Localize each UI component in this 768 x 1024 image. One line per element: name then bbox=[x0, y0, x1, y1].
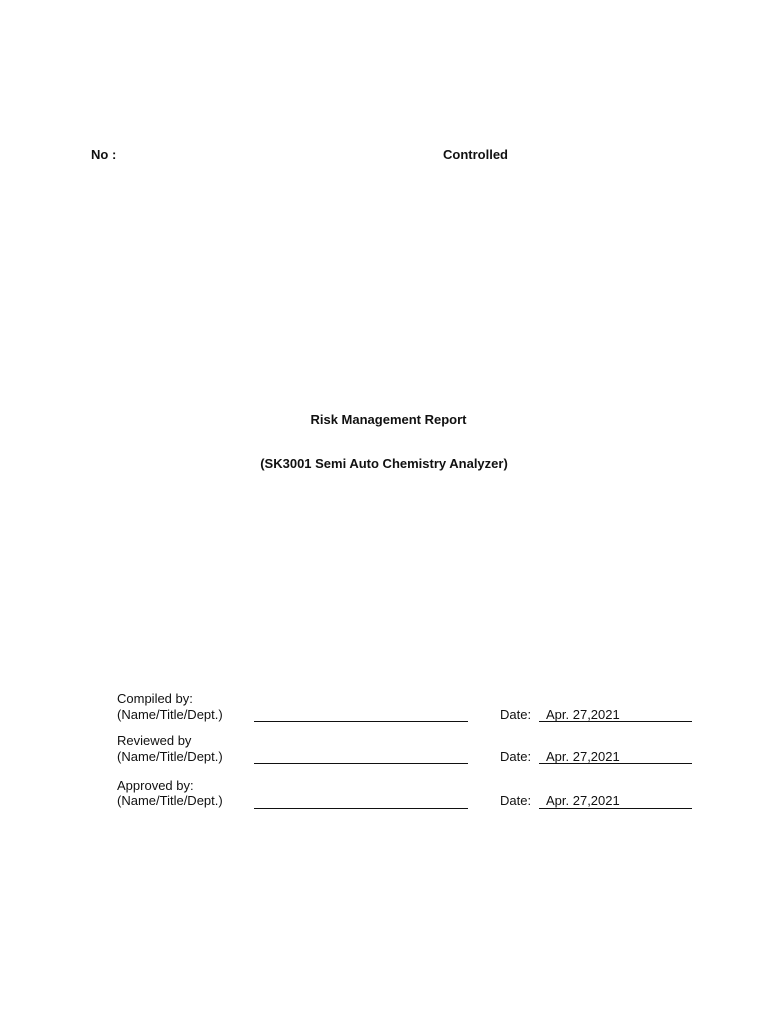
document-number-label: No : bbox=[91, 147, 117, 162]
signature-detail: (Name/Title/Dept.) bbox=[117, 793, 223, 808]
report-title: Risk Management Report bbox=[310, 412, 467, 427]
signature-line bbox=[254, 763, 468, 764]
signature-detail: (Name/Title/Dept.) bbox=[117, 749, 223, 764]
report-subtitle: (SK3001 Semi Auto Chemistry Analyzer) bbox=[260, 456, 508, 471]
signature-role: Compiled by: bbox=[117, 691, 193, 706]
date-line bbox=[539, 763, 692, 764]
date-line bbox=[539, 721, 692, 722]
signature-line bbox=[254, 721, 468, 722]
date-label: Date: bbox=[500, 749, 532, 764]
date-label: Date: bbox=[500, 793, 532, 808]
signature-role: Approved by: bbox=[117, 778, 194, 793]
signature-detail: (Name/Title/Dept.) bbox=[117, 707, 223, 722]
date-label: Date: bbox=[500, 707, 532, 722]
date-value: Apr. 27,2021 bbox=[546, 707, 620, 722]
signature-line bbox=[254, 808, 468, 809]
date-value: Apr. 27,2021 bbox=[546, 793, 620, 808]
control-status: Controlled bbox=[443, 147, 508, 162]
date-value: Apr. 27,2021 bbox=[546, 749, 620, 764]
signature-role: Reviewed by bbox=[117, 733, 192, 748]
date-line bbox=[539, 808, 692, 809]
